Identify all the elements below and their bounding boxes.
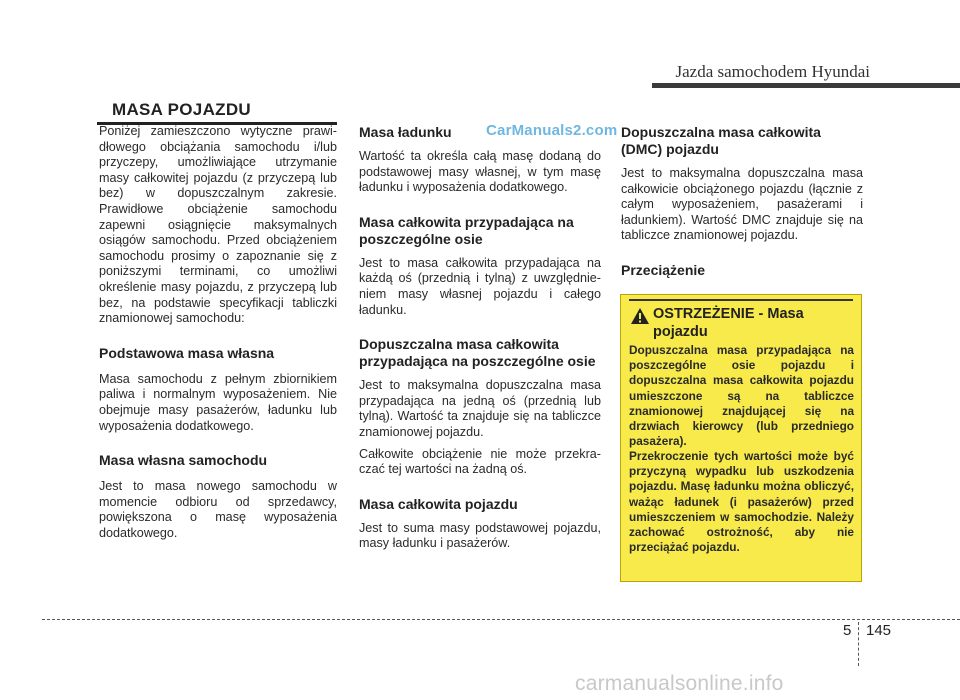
paragraph-dmc: Jest to maksymalna dopuszczalna masa całkowicie obciążonego pojazdu (łącznie z całym wyposażeniem, pasażerami i ładunkiem). Wartość DMC znajduje się na tabliczce znamionowej pojazdu. bbox=[621, 166, 863, 243]
section-title: MASA POJAZDU bbox=[112, 100, 251, 119]
intro-paragraph: Poniżej zamieszczono wytyczne prawidłowego obciążania samochodu i/lub przyczepy, umożliwiające utrzymanie masy całkowitej pojazdu (z przyczepą lub bez) w dopuszczalnym zakresie. Prawidłowe obciążenie samochodu zapewni osiągnięcie maksymalnych osiągów samochodu. Przed obciążeniem samochodu prosimy o zapoznanie się z poniższymi terminami, co umożliwi określenie masy pojazdu, z przyczepą lub bez, na podstawie specyfikacji tabliczki znamionowej samochodu: bbox=[99, 124, 337, 326]
warning-top-rule bbox=[629, 299, 853, 301]
warning-title: OSTRZEŻENIE - Masa pojazdu bbox=[653, 306, 804, 340]
chapter-number: 5 bbox=[843, 622, 852, 639]
paragraph-masa-calkowita: Jest to suma masy podstawowej pojazdu, masy ładunku i pasażerów. bbox=[359, 520, 601, 551]
heading-dmc: Dopuszczalna masa całkowita (DMC) pojazdu bbox=[621, 124, 821, 157]
paragraph-masa-wlasna: Jest to masa nowego samochodu w momencie odbioru od sprzedawcy, powiększona o masę wyposażenia dodatkowego. bbox=[99, 479, 337, 540]
heading-dopuszczalna-na-osie: Dopuszczalna masa całkowita przypadająca na poszczególne osie bbox=[359, 336, 596, 370]
carmanuals-watermark: CarManuals2.com bbox=[486, 122, 618, 139]
heading-przeciazenie: Przeciążenie bbox=[621, 261, 706, 278]
paragraph-dopuszczalna-na-osie: Jest to maksymalna dopuszczalna masa przypadająca na jedną oś (przednią lub tylną). Wartość ta znajduje się na tabliczce znamionowej pojazdu. bbox=[359, 378, 601, 439]
header-title: Jazda samochodem Hyundai bbox=[675, 62, 870, 81]
warning-triangle-icon bbox=[630, 307, 650, 330]
heading-masa-na-osie: Masa całkowita przypadająca na poszczególne osie bbox=[359, 213, 574, 247]
paragraph-masa-ladunku: Wartość ta określa całą masę dodaną do podstawowej masy własnej, w tym masę ładunku i wyposażenia dodatkowego. bbox=[359, 149, 601, 195]
column-2 bbox=[359, 124, 601, 552]
page-number: 145 bbox=[866, 622, 892, 639]
paragraph-masa-na-osie: Jest to masa całkowita przypadająca na każdą oś (przednią i tylną) z uwzględnieniem masy własnej pojazdu i całego ładunku. bbox=[359, 255, 601, 317]
site-watermark: carmanualsonline.info bbox=[575, 672, 784, 695]
heading-masa-calkowita: Masa całkowita pojazdu bbox=[359, 495, 518, 512]
warning-paragraph-1: Dopuszczalna masa przypadająca na poszczególne osie pojazdu i dopuszczalna masa całkowita pojazdu umieszczone są na tabliczce znamionowej znajdującej się na drzwiach kierowcy (lub przedniego pasażera). bbox=[629, 343, 854, 449]
heading-masa-ladunku: Masa ładunku bbox=[359, 124, 452, 140]
heading-podstawowa-masa: Podstawowa masa własna bbox=[99, 344, 275, 361]
column-3 bbox=[621, 124, 863, 279]
heading-masa-wlasna: Masa własna samochodu bbox=[99, 452, 268, 469]
paragraph-podstawowa-masa: Masa samochodu z pełnym zbiornikiem paliwa i normalnym wyposażeniem. Nie obejmuje masy pasażerów, ładunku lub wyposażenia dodatkowego. bbox=[99, 371, 337, 433]
header-rule bbox=[652, 83, 960, 88]
warning-paragraph-2: Przekroczenie tych wartości może być przyczyną wypadku lub uszkodzenia pojazdu. Masę ładunku można obliczyć, ważąc ładunek (i pasażerów) przed umieszczeniem w samochodzie. Należy zachować ostrożność, aby nie przeciążać pojazdu. bbox=[629, 449, 854, 555]
page-separator bbox=[858, 622, 859, 666]
paragraph-calkowite-obciazenie: Całkowite obciążenie nie może przekraczać tej wartości na żadną oś. bbox=[359, 446, 601, 477]
footer-rule bbox=[42, 619, 960, 620]
column-1 bbox=[99, 124, 337, 541]
warning-box bbox=[620, 294, 862, 582]
